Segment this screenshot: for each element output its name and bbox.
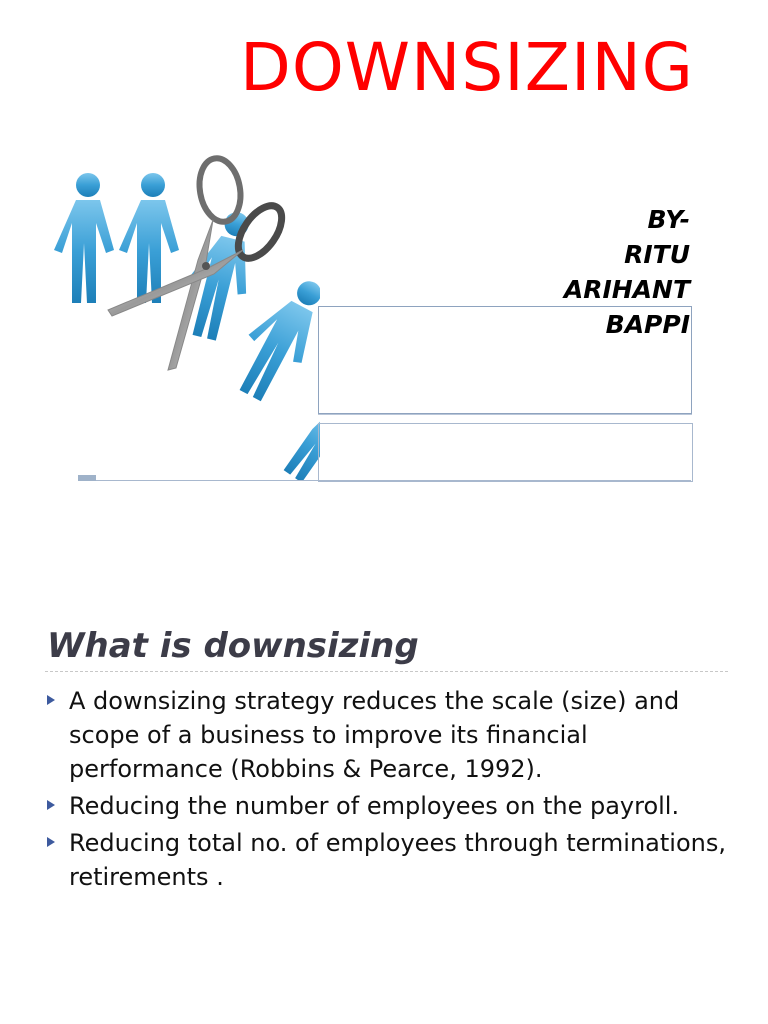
bullet-text: A downsizing strategy reduces the scale (size) and scope of a business to improve its financial performance (Robbins & Pearce, 1992). [69,687,680,783]
byline-line: BY- [647,205,690,234]
list-item [45,826,735,894]
triangle-bullet-icon [47,800,55,810]
slide-title: DOWNSIZING [240,29,694,106]
section-heading: What is downsizing [47,626,419,666]
placeholder-frame-lower [318,423,693,482]
byline-line: ARIHANT [563,275,690,304]
frame-tab-marker [78,475,96,481]
list-item [45,789,735,823]
triangle-bullet-icon [47,695,55,705]
list-item [45,684,735,786]
author-byline [564,202,690,342]
heading-divider [45,671,728,672]
byline-line: RITU [624,240,690,269]
frame-base-line [78,480,691,481]
bullet-list [45,684,735,897]
byline-line: BAPPI [605,310,690,339]
bullet-text: Reducing total no. of employees through terminations, retirements . [69,829,726,891]
bullet-text: Reducing the number of employees on the payroll. [69,792,680,820]
people-cut-by-scissors-icon [48,150,320,480]
triangle-bullet-icon [47,837,55,847]
